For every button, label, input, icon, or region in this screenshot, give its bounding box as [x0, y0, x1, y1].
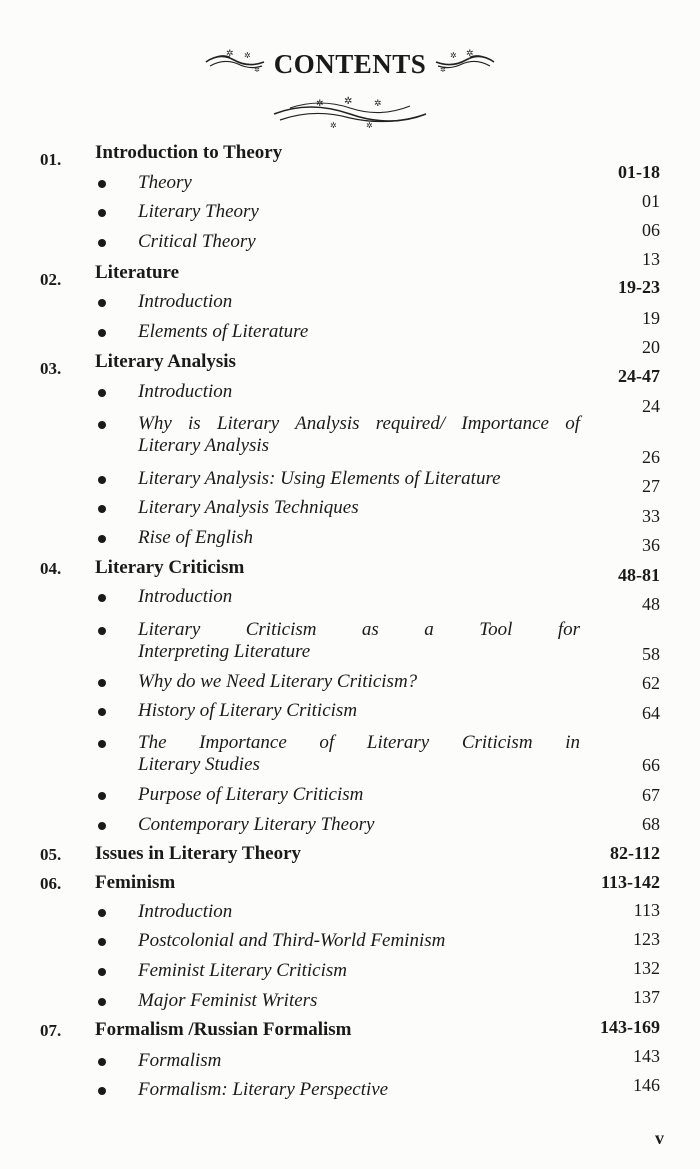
section-page: 20 [642, 337, 660, 357]
toc-section-row [0, 1079, 700, 1107]
bullet-icon [98, 679, 106, 687]
toc-section-row [0, 930, 700, 958]
toc-section-row [0, 901, 700, 929]
section-page: 137 [633, 987, 660, 1007]
svg-text:✲: ✲ [243, 51, 251, 60]
svg-text:✲: ✲ [374, 98, 382, 108]
section-title: Critical Theory [138, 231, 256, 252]
chapter-title: Literary Analysis [95, 351, 236, 372]
svg-text:✲: ✲ [466, 48, 474, 58]
section-title: Major Feminist Writers [138, 990, 318, 1011]
section-page: 27 [642, 476, 660, 496]
chapter-number: 05. [40, 845, 62, 864]
bullet-icon [98, 421, 106, 429]
chapter-title: Issues in Literary Theory [95, 843, 302, 864]
bullet-icon [98, 239, 106, 247]
section-page: 66 [642, 755, 660, 775]
chapter-number: 03. [40, 359, 62, 378]
toc-section-row [0, 700, 700, 728]
section-page: 26 [642, 447, 660, 467]
section-title: Literary Analysis Techniques [138, 497, 359, 518]
bullet-icon [98, 1087, 106, 1095]
svg-text:✲: ✲ [344, 96, 353, 107]
toc-section-row [0, 413, 700, 461]
bullet-icon [98, 209, 106, 217]
section-page: 36 [642, 535, 660, 555]
bullet-icon [98, 938, 106, 946]
section-page: 67 [642, 785, 660, 805]
section-title: Introduction [138, 291, 233, 312]
toc-section-row [0, 497, 700, 525]
bullet-icon [98, 505, 106, 513]
section-title: Rise of English [138, 527, 254, 548]
chapter-title: Literature [95, 262, 180, 283]
chapter-page-range: 24-47 [618, 366, 660, 386]
section-title: Literary Analysis: Using Elements of Literature [138, 468, 501, 489]
toc-chapter-row [0, 843, 700, 871]
section-page: 24 [642, 396, 660, 416]
section-page: 01 [642, 191, 660, 211]
chapter-number: 02. [40, 270, 62, 289]
section-title-line2: Literary Studies [138, 754, 260, 775]
section-title: History of Literary Criticism [138, 700, 358, 721]
toc-section-row [0, 381, 700, 409]
toc-chapter-row [0, 872, 700, 900]
chapter-page-range: 113-142 [600, 872, 660, 892]
toc-chapter-row [0, 351, 700, 379]
toc-section-row [0, 814, 700, 842]
toc-section-row [0, 231, 700, 259]
svg-text:✲: ✲ [316, 98, 324, 108]
bullet-icon [98, 535, 106, 543]
toc-chapter-row [0, 1019, 700, 1047]
section-title-line2: Literary Analysis [138, 435, 270, 456]
toc-chapter-row [0, 262, 700, 290]
bullet-icon [98, 998, 106, 1006]
toc-section-row [0, 784, 700, 812]
bullet-icon [98, 299, 106, 307]
svg-text:✲: ✲ [366, 121, 373, 130]
bullet-icon [98, 708, 106, 716]
bullet-icon [98, 180, 106, 188]
section-page: 19 [642, 308, 660, 328]
chapter-page-range: 143-169 [600, 1017, 660, 1037]
section-title: Contemporary Literary Theory [138, 814, 375, 835]
section-page: 48 [642, 594, 660, 614]
svg-text:✲: ✲ [450, 51, 457, 60]
bullet-icon [98, 968, 106, 976]
svg-text:✲: ✲ [253, 66, 260, 74]
section-title: Theory [138, 172, 192, 193]
chapter-number: 07. [40, 1021, 62, 1040]
section-page: 64 [642, 703, 660, 723]
toc-section-row [0, 172, 700, 200]
chapter-title: Formalism /Russian Formalism [95, 1019, 352, 1040]
section-page: 13 [642, 249, 660, 269]
section-title: Literary Theory [138, 201, 259, 222]
section-title-line2: Interpreting Literature [138, 641, 311, 662]
toc-section-row [0, 960, 700, 988]
section-title: Elements of Literature [138, 321, 309, 342]
section-page: 113 [633, 900, 660, 920]
section-title: Postcolonial and Third-World Feminism [138, 930, 446, 951]
chapter-page-range: 01-18 [618, 162, 660, 182]
chapter-page-range: 19-23 [618, 277, 660, 297]
toc-section-row [0, 468, 700, 496]
toc-section-row [0, 619, 700, 667]
bullet-icon [98, 389, 106, 397]
section-page: 123 [633, 929, 660, 949]
section-title: Formalism [138, 1050, 222, 1071]
section-page: 58 [642, 644, 660, 664]
chapter-number: 04. [40, 559, 62, 578]
section-title: Introduction [138, 381, 233, 402]
bullet-icon [98, 740, 106, 748]
chapter-title: Literary Criticism [95, 557, 245, 578]
page-title: CONTENTS [273, 49, 427, 79]
page-number: v [655, 1128, 664, 1148]
section-page: 62 [642, 673, 660, 693]
toc-section-row [0, 671, 700, 699]
toc-section-row [0, 527, 700, 555]
bullet-icon [98, 476, 106, 484]
chapter-number: 01. [40, 150, 62, 169]
bullet-icon [98, 627, 106, 635]
bullet-icon [98, 1058, 106, 1066]
section-title: Formalism: Literary Perspective [138, 1079, 389, 1100]
section-title: Why do we Need Literary Criticism? [138, 671, 418, 692]
toc-chapter-row [0, 557, 700, 585]
chapter-number: 06. [40, 874, 62, 893]
chapter-title: Introduction to Theory [95, 142, 283, 163]
svg-text:✲: ✲ [330, 121, 337, 130]
bullet-icon [98, 594, 106, 602]
section-page: 132 [633, 958, 660, 978]
toc-section-row [0, 990, 700, 1018]
section-title-line1: The Importance of Literary Criticism in [138, 732, 580, 753]
section-title: Introduction [138, 586, 233, 607]
chapter-page-range: 82-112 [609, 843, 660, 863]
toc-section-row [0, 291, 700, 319]
toc-section-row [0, 586, 700, 614]
toc-section-row [0, 201, 700, 229]
section-page: 68 [642, 814, 660, 834]
bullet-icon [98, 909, 106, 917]
chapter-title: Feminism [95, 872, 176, 893]
bullet-icon [98, 329, 106, 337]
section-title: Introduction [138, 901, 233, 922]
svg-text:✲: ✲ [225, 48, 234, 58]
section-title-line1: Literary Criticism as a Tool for [138, 619, 580, 640]
bullet-icon [98, 822, 106, 830]
section-title-line1: Why is Literary Analysis required/ Importance of [138, 413, 580, 434]
toc-section-row [0, 321, 700, 349]
section-page: 146 [633, 1075, 660, 1095]
toc-section-row [0, 1050, 700, 1078]
section-page: 06 [642, 220, 660, 240]
bullet-icon [98, 792, 106, 800]
section-page: 143 [633, 1046, 660, 1066]
section-page: 33 [642, 506, 660, 526]
toc-chapter-row [0, 142, 700, 170]
section-title: Purpose of Literary Criticism [138, 784, 364, 805]
toc-section-row [0, 732, 700, 780]
svg-text:✲: ✲ [440, 66, 447, 74]
section-title: Feminist Literary Criticism [138, 960, 347, 981]
chapter-page-range: 48-81 [618, 565, 660, 585]
